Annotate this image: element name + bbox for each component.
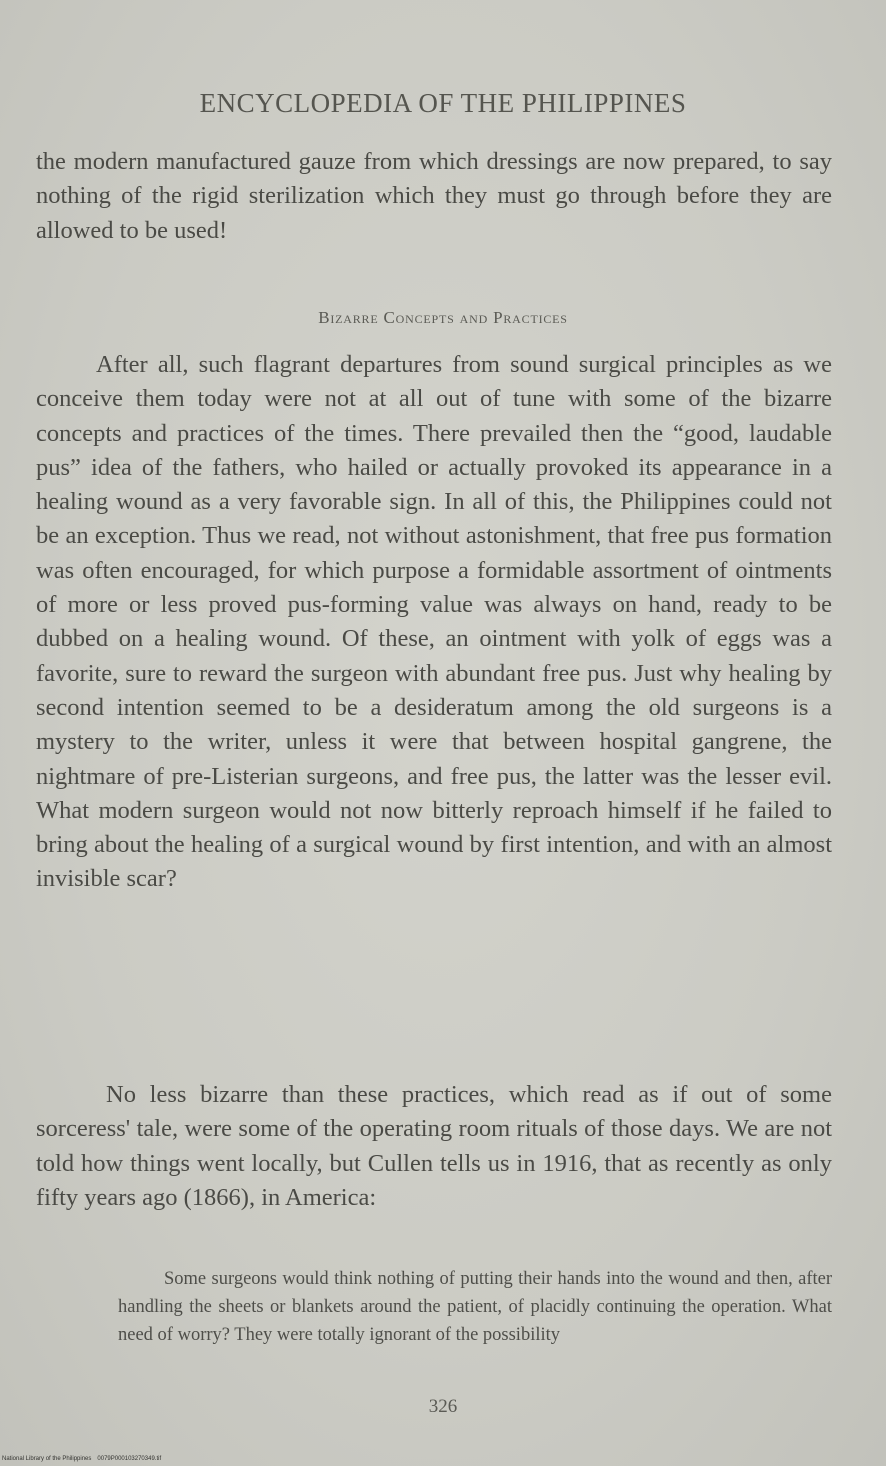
section-heading: Bizarre Concepts and Practices (318, 308, 568, 327)
running-head: ENCYCLOPEDIA OF THE PHILIPPINES (199, 88, 687, 118)
block-quote: Some surgeons would think nothing of putting their hands into the wound and then, after handling the sheets or blankets around the patient, of placidly continuing the operation. What need of worry? They were totally ignorant of the possibility (118, 1269, 832, 1345)
body-paragraph-bizarre-concepts: After all, such flagrant departures from sound surgical principles as we conceive them today were not at all out of tune with some of the bizarre concepts and practices of the times. There prevailed then the “good, laudable pus” idea of the fathers, who hailed or actually provoked its appearance in a healing wound as a very favorable sign. In all of this, the Philippines could not be an exception. Thus we read, not without astonishment, that free pus formation was often encouraged, for which purpose a formidable assortment of ointments of more or less proved pus-forming value was always on hand, ready to be dubbed on a healing wound. Of these, an ointment with yolk of eggs was a favorite, sure to reward the surgeon with abundant free pus. Just why healing by second intention seemed to be a desideratum among the old surgeons is a mystery to the writer, unless it were that between hospital gangrene, the nightmare of pre-Listerian surgeons, and free pus, the latter was the lesser evil. What modern surgeon would not now bitterly reproach himself if he failed to bring about the healing of a surgical wound by first intention, and with an almost invisible scar? (36, 351, 832, 893)
scan-footer (2, 1456, 161, 1462)
page-number: 326 (428, 1396, 458, 1417)
scan-file-id: 0079P000103270349.tif (97, 1456, 162, 1462)
continuation-paragraph: the modern manufactured gauze from which dressings are now prepared, to say nothing of the rigid sterilization which they must go through before they are allowed to be used! (36, 148, 832, 244)
body-paragraph-operating-rituals: No less bizarre than these practices, which read as if out of some sorceress' tale, were some of the operating room rituals of those days. We are not told how things went locally, but Cullen tells us in 1916, that as recently as only fifty years ago (1866), in America: (36, 1081, 832, 1211)
library-name: National Library of the Philippines (2, 1456, 92, 1462)
